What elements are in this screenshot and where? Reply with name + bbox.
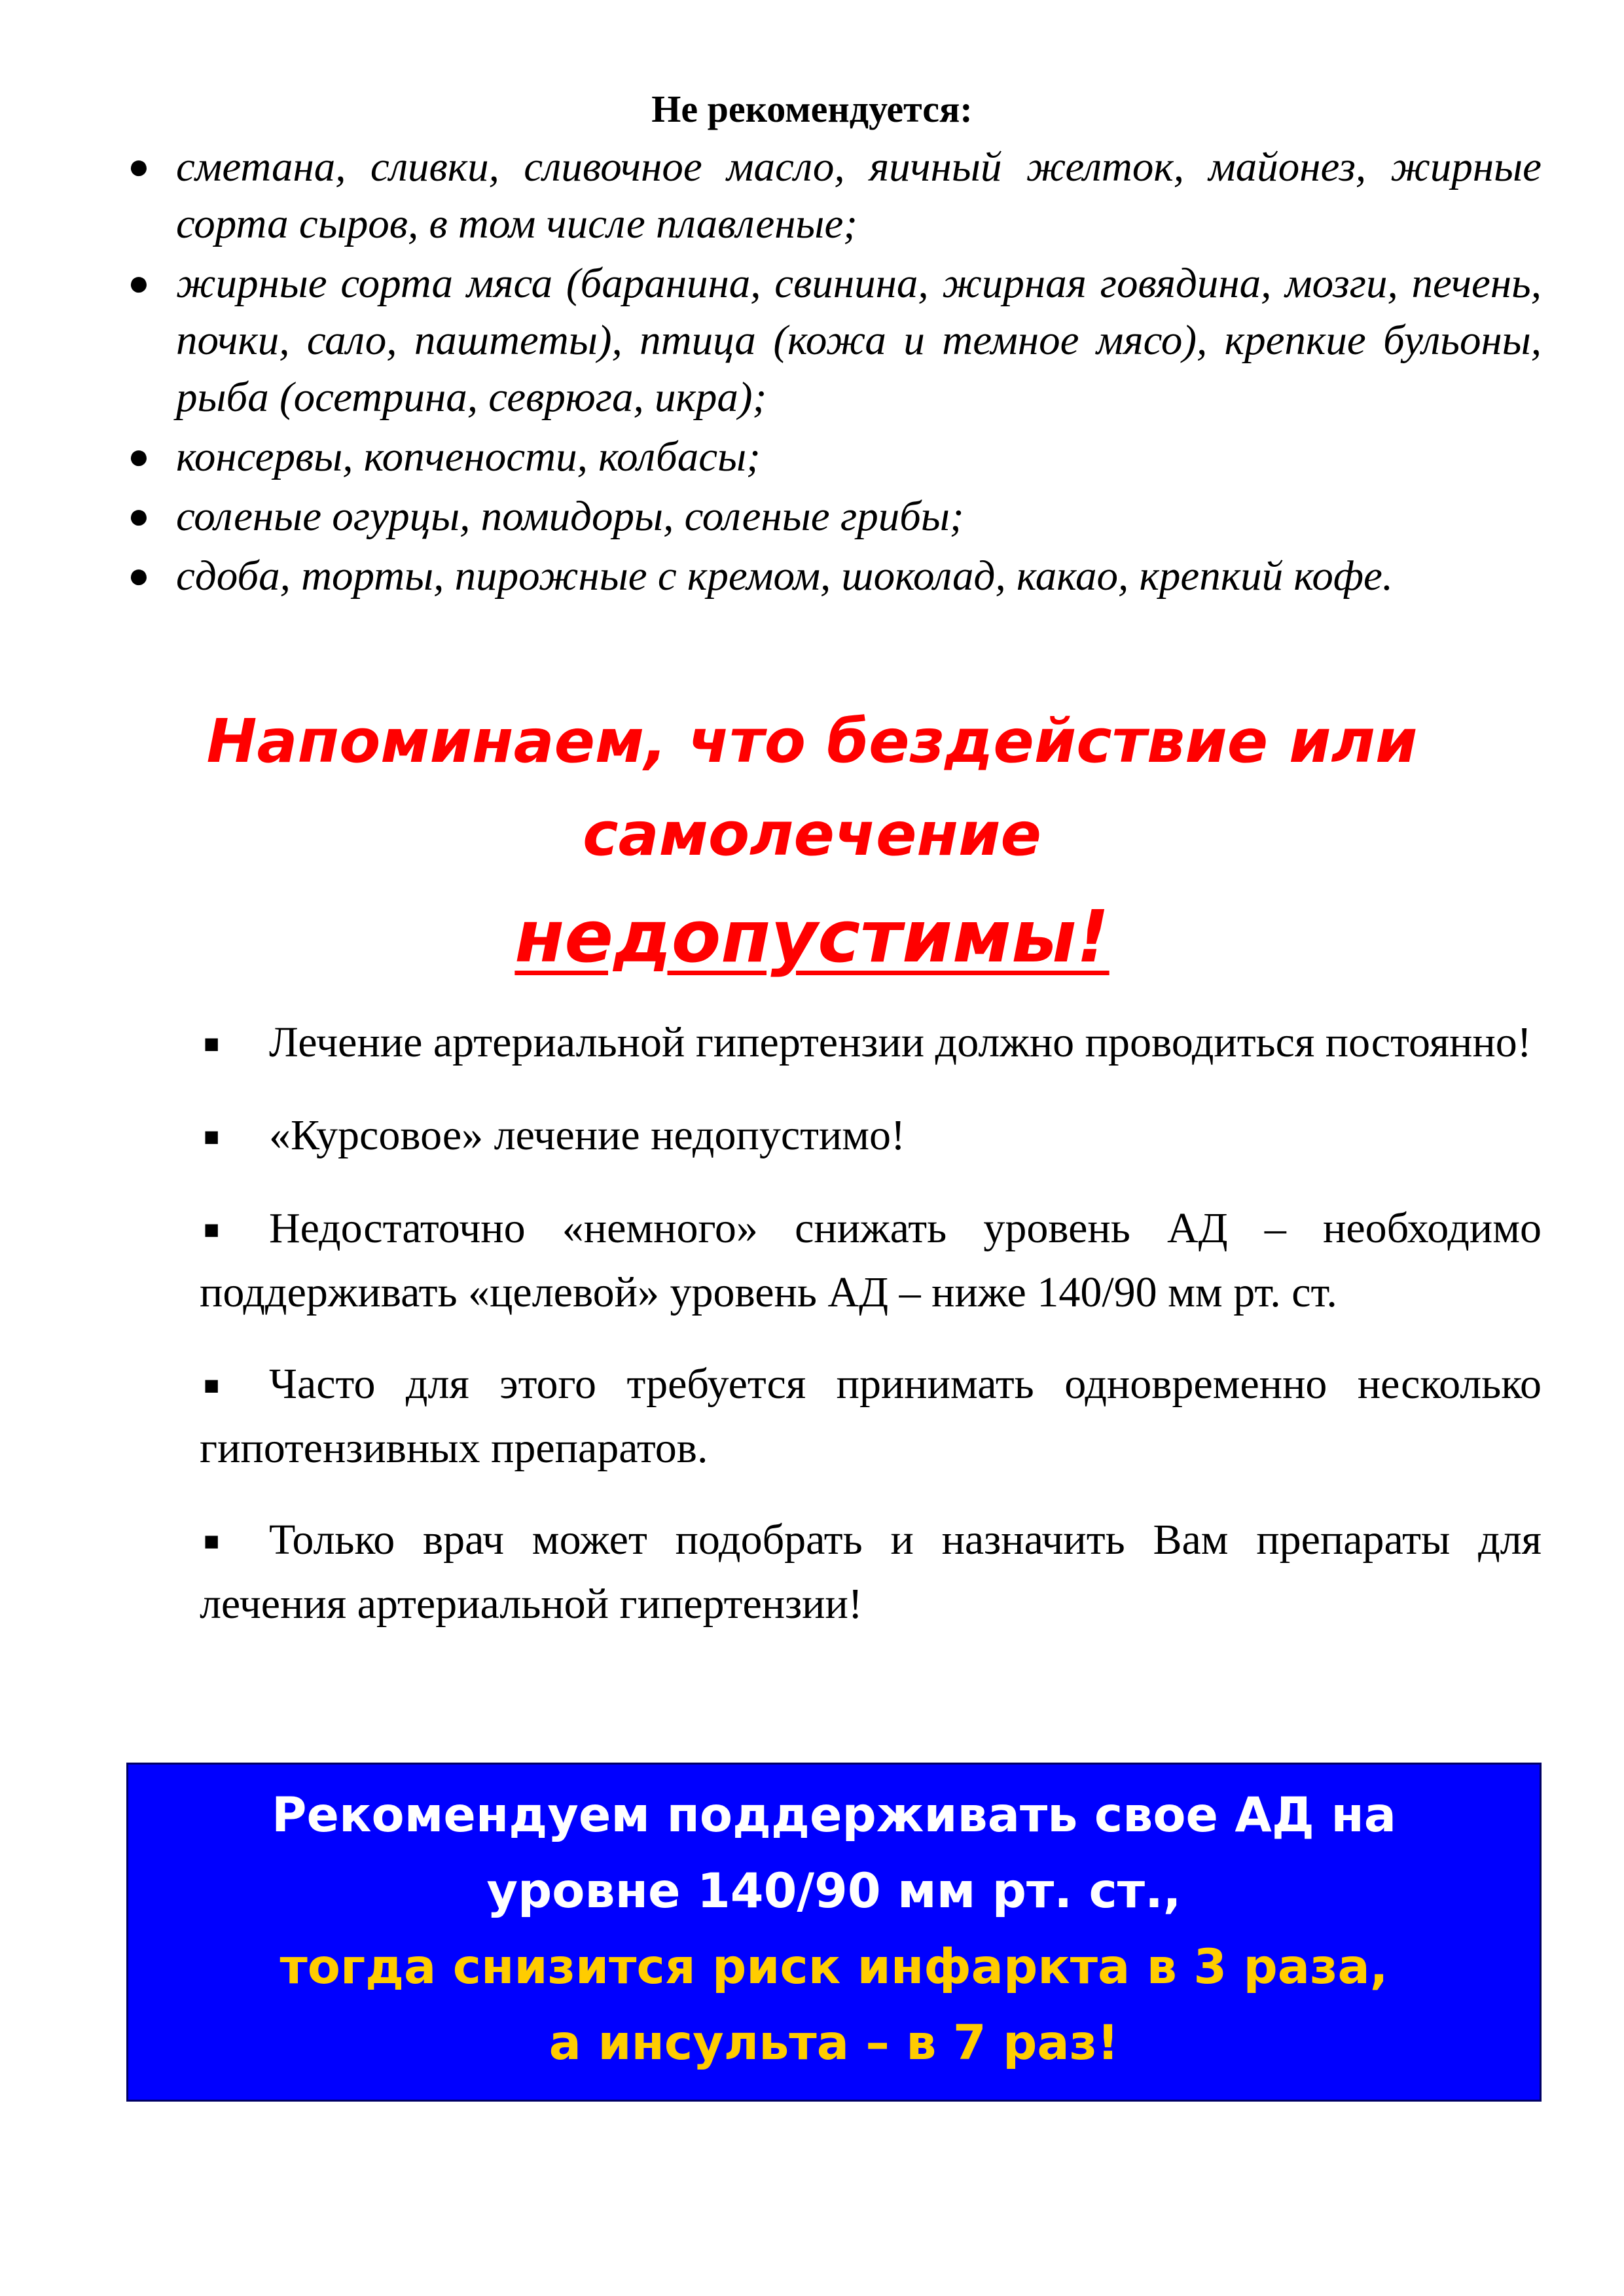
- rule-text: Лечение артериальной гипертензии должно проводиться постоянно!: [269, 1018, 1532, 1066]
- list-item-text: сдоба, торты, пирожные с кремом, шоколад, какао, крепкий кофе.: [176, 552, 1394, 600]
- list-item: [128, 488, 1542, 545]
- square-bullet-icon: ■: [204, 1029, 220, 1058]
- not-recommended-list: [128, 139, 1542, 607]
- square-bullet-icon: ■: [204, 1526, 220, 1556]
- list-item: [128, 255, 1542, 426]
- recommendation-line-1: Рекомендуем поддерживать свое АД на: [271, 1787, 1397, 1843]
- list-item: [128, 548, 1542, 605]
- list-item-text: соленые огурцы, помидоры, соленые грибы;: [176, 493, 964, 540]
- warning-line-1: Напоминаем, что бездействие или: [206, 706, 1418, 776]
- rule-text: «Курсовое» лечение недопустимо!: [269, 1111, 906, 1159]
- bullet-icon: ●: [128, 263, 150, 304]
- bullet-icon: ●: [128, 496, 150, 537]
- square-bullet-icon: ■: [204, 1371, 220, 1400]
- recommendation-line-3: тогда снизится риск инфаркта в 3 раза,: [280, 1939, 1388, 1995]
- list-item: [128, 139, 1542, 253]
- square-bullet-icon: ■: [204, 1215, 220, 1244]
- warning-emphasis: недопустимы!: [514, 895, 1110, 978]
- not-recommended-heading: Не рекомендуется:: [651, 88, 973, 130]
- bullet-icon: ●: [128, 147, 150, 187]
- recommendation-line-2: уровне 140/90 мм рт. ст.,: [486, 1863, 1182, 1919]
- recommendation-box: [126, 1763, 1542, 2102]
- list-item: [128, 429, 1542, 486]
- bullet-icon: ●: [128, 556, 150, 596]
- rule-text: Только врач может подобрать и назначить Вам препараты для лечения артериальной гипертензии!: [200, 1516, 1542, 1628]
- list-item: [200, 1197, 1542, 1324]
- rule-text: Недостаточно «немного» снижать уровень АД – необходимо поддерживать «целевой» уровень АД – ниже 140/90 мм рт. ст.: [200, 1204, 1542, 1316]
- list-item-text: сметана, сливки, сливочное масло, яичный желток, майонез, жирные сорта сыров, в том числе плавленые;: [176, 143, 1542, 247]
- list-item-text: консервы, копчености, колбасы;: [176, 433, 761, 480]
- list-item-text: жирные сорта мяса (баранина, свинина, жирная говядина, мозги, печень, почки, сало, паштеты), птица (кожа и темное мясо), крепкие бульоны, рыба (осетрина, севрюга, икра);: [176, 260, 1542, 421]
- bullet-icon: ●: [128, 437, 150, 477]
- square-bullet-icon: ■: [204, 1122, 220, 1151]
- rule-text: Часто для этого требуется принимать одновременно несколько гипотензивных препаратов.: [200, 1360, 1542, 1472]
- list-item: [200, 1104, 1542, 1168]
- list-item: [200, 1509, 1542, 1636]
- treatment-rules-list: [200, 1011, 1542, 1664]
- warning-block: [0, 695, 1624, 992]
- list-item: [200, 1353, 1542, 1480]
- warning-line-2: самолечение: [583, 799, 1041, 869]
- recommendation-text: [128, 1778, 1540, 2081]
- recommendation-line-4: а инсульта – в 7 раз!: [549, 2015, 1119, 2071]
- list-item: [200, 1011, 1542, 1075]
